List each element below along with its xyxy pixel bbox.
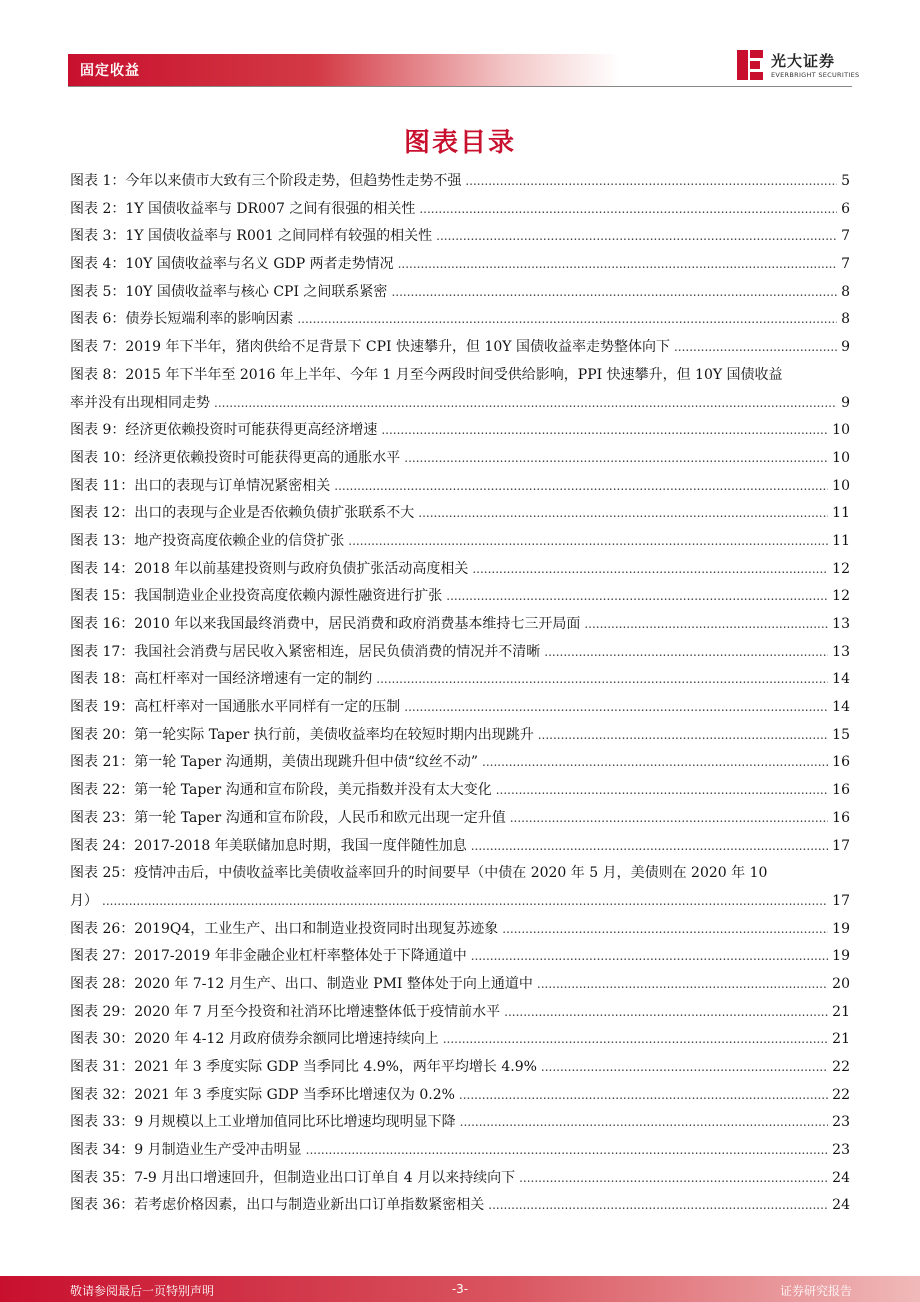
toc-entry[interactable] — [70, 860, 850, 915]
toc-entry-page: 23 — [832, 1142, 850, 1159]
page-title: 图表目录 — [403, 128, 516, 158]
section-header-band — [68, 54, 620, 86]
toc-entry-label: 图表 32： — [70, 1086, 135, 1103]
toc-entry-page: 22 — [832, 1086, 850, 1103]
toc-entry-page: 19 — [832, 948, 850, 965]
toc-entry[interactable] — [70, 1082, 850, 1110]
toc-entry-label: 图表 3： — [70, 228, 126, 245]
toc-entry-label: 图表 10： — [70, 449, 135, 466]
toc-entry-text: 债券长短端利率的影响因素 — [125, 311, 294, 328]
brand-name-cn: 光大证券 — [771, 52, 836, 70]
toc-entry-text: 第一轮 Taper 沟通和宣布阶段，美元指数并没有太大变化 — [134, 782, 492, 799]
toc-entry-text: 9 月规模以上工业增加值同比环比增速均现明显下降 — [134, 1114, 456, 1131]
toc-entry-text: 2020 年 4-12 月政府债券余额同比增速持续向上 — [134, 1031, 439, 1048]
toc-entry[interactable] — [70, 916, 850, 944]
dot-leader — [404, 694, 828, 722]
toc-entry[interactable] — [70, 583, 850, 611]
toc-entry-label: 图表 1： — [70, 173, 126, 189]
toc-entry[interactable] — [70, 1026, 850, 1054]
toc-entry-page: 13 — [832, 616, 850, 633]
dot-leader — [419, 196, 837, 224]
dot-leader — [504, 999, 828, 1027]
dot-leader — [674, 334, 837, 362]
toc-entry-text: 2015 年下半年至 2016 年上半年、今年 1 月至今两段时间受供给影响，PPI 快速攀升，但 10Y 国债收益 — [125, 366, 783, 383]
toc-entry-text: 2010 年以来我国最终消费中，居民消费和政府消费基本维持七三开局面 — [134, 616, 581, 633]
toc-entry-title — [70, 1192, 484, 1220]
toc-entry[interactable] — [70, 639, 850, 667]
toc-entry-text: 2019Q4，工业生产、出口和制造业投资同时出现复苏迹象 — [134, 920, 499, 937]
dot-leader — [510, 805, 828, 833]
toc-entry-page: 16 — [832, 782, 850, 799]
toc-entry-text: 出口的表现与企业是否依赖负债扩张联系不大 — [134, 505, 415, 522]
toc-entry-text: 高杠杆率对一国通胀水平同样有一定的压制 — [134, 699, 401, 716]
toc-entry[interactable] — [70, 666, 850, 694]
toc-entry-page: 16 — [832, 754, 850, 771]
footer-report-type: 证券研究报告 — [779, 1284, 852, 1298]
toc-entry[interactable] — [70, 223, 850, 251]
toc-entry-title — [70, 168, 461, 196]
toc-entry-label: 图表 24： — [70, 837, 135, 854]
toc-entry-title — [70, 1026, 439, 1054]
toc-entry-page: 12 — [832, 588, 850, 605]
header-divider — [68, 86, 852, 87]
toc-entry-label: 图表 34： — [70, 1142, 135, 1159]
toc-entry-label: 图表 14： — [70, 560, 135, 577]
toc-entry-title — [70, 1082, 455, 1110]
dot-leader — [334, 473, 828, 501]
toc-entry-text: 高杠杆率对一国经济增速有一定的制约 — [134, 671, 373, 688]
toc-entry[interactable] — [70, 556, 850, 584]
toc-entry-title — [70, 1054, 537, 1082]
toc-entry-title — [70, 639, 540, 667]
toc-entry-page: 11 — [832, 532, 850, 549]
toc-entry-title — [70, 777, 492, 805]
toc-entry-title — [70, 1137, 302, 1165]
toc-entry-page: 17 — [832, 892, 850, 909]
toc-entry-title-line1 — [70, 860, 850, 888]
toc-entry-page: 22 — [832, 1059, 850, 1076]
toc-entry-label: 图表 26： — [70, 920, 135, 937]
dot-leader — [306, 1137, 829, 1165]
toc-entry-page: 10 — [832, 477, 850, 494]
toc-entry-label: 图表 20： — [70, 726, 135, 743]
toc-entry-label: 图表 16： — [70, 616, 135, 633]
dot-leader — [541, 1054, 828, 1082]
toc-entry-label: 图表 25： — [70, 865, 135, 882]
dot-leader — [460, 1109, 829, 1137]
brand-name-en: EVERBRIGHT SECURITIES — [771, 71, 860, 79]
toc-entry-label: 图表 21： — [70, 754, 135, 771]
toc-entry[interactable] — [70, 445, 850, 473]
toc-entry-page: 19 — [832, 920, 850, 937]
toc-entry[interactable] — [70, 722, 850, 750]
toc-entry-page: 20 — [832, 975, 850, 992]
toc-entry[interactable] — [70, 943, 850, 971]
toc-entry-text: 1Y 国债收益率与 DR007 之间有很强的相关性 — [125, 200, 416, 217]
toc-entry-title — [70, 971, 533, 999]
toc-entry-page: 9 — [841, 394, 850, 411]
dot-leader — [519, 1165, 828, 1193]
toc-entry-label: 图表 15： — [70, 588, 135, 605]
toc-entry-page: 24 — [832, 1197, 850, 1214]
toc-entry-page: 15 — [832, 726, 850, 743]
toc-entry-text: 2020 年 7-12 月生产、出口、制造业 PMI 整体处于向上通道中 — [134, 975, 533, 992]
toc-entry[interactable] — [70, 777, 850, 805]
toc-entry[interactable] — [70, 473, 850, 501]
toc-entry[interactable] — [70, 279, 850, 307]
dot-leader — [391, 279, 837, 307]
toc-entry[interactable] — [70, 971, 850, 999]
dot-leader — [297, 306, 837, 334]
toc-entry-title — [70, 583, 442, 611]
toc-entry-page: 10 — [832, 449, 850, 466]
footer-page-number: -3- — [451, 1282, 469, 1296]
toc-entry-text: 7-9 月出口增速回升，但制造业出口订单自 4 月以来持续向下 — [134, 1169, 516, 1186]
toc-entry-title — [70, 611, 580, 639]
toc-entry[interactable] — [70, 1165, 850, 1193]
toc-entry-text: 地产投资高度依赖企业的信贷扩张 — [134, 532, 345, 549]
toc-entry-label: 图表 28： — [70, 975, 135, 992]
toc-entry-text: 第一轮 Taper 沟通和宣布阶段，人民币和欧元出现一定升值 — [134, 809, 506, 826]
toc-entry-page: 14 — [832, 671, 850, 688]
toc-entry[interactable] — [70, 1054, 850, 1082]
dot-leader — [471, 833, 828, 861]
toc-entry-text-continued: 月） — [70, 892, 98, 909]
toc-entry[interactable] — [70, 694, 850, 722]
toc-entry-title — [70, 1165, 515, 1193]
toc-entry-label: 图表 6： — [70, 311, 126, 328]
toc-entry-text: 2020 年 7 月至今投资和社消环比增速整体低于疫情前水平 — [134, 1003, 501, 1020]
toc-entry-title — [70, 528, 344, 556]
dot-leader — [381, 417, 828, 445]
dot-leader — [398, 251, 837, 279]
toc-entry-page: 10 — [832, 422, 850, 439]
toc-entry-title — [70, 223, 432, 251]
toc-entry-title — [70, 251, 394, 279]
toc-entry-title — [70, 196, 415, 224]
toc-entry-title — [70, 805, 506, 833]
toc-entry-text-continued: 率并没有出现相同走势 — [70, 394, 210, 411]
toc-entry-text: 出口的表现与订单情况紧密相关 — [134, 477, 331, 494]
toc-entry-title — [70, 279, 387, 307]
toc-entry[interactable] — [70, 362, 850, 417]
toc-entry-label: 图表 9： — [70, 422, 126, 439]
toc-entry[interactable] — [70, 805, 850, 833]
toc-entry-title — [70, 722, 534, 750]
toc-entry-title — [70, 306, 293, 334]
toc-entry-title-line1 — [70, 362, 850, 390]
dot-leader — [465, 168, 837, 196]
toc-entry[interactable] — [70, 417, 850, 445]
toc-entry-text: 9 月制造业生产受冲击明显 — [134, 1142, 302, 1159]
toc-entry-title — [70, 500, 414, 528]
footer-disclaimer: 敬请参阅最后一页特别声明 — [70, 1284, 215, 1298]
toc-entry-text: 经济更依赖投资时可能获得更高经济增速 — [125, 422, 378, 439]
toc-entry-label: 图表 30： — [70, 1031, 135, 1048]
toc-entry-label: 图表 17： — [70, 643, 135, 660]
toc-entry-page: 14 — [832, 699, 850, 716]
toc-entry[interactable] — [70, 1109, 850, 1137]
toc-entry-text: 1Y 国债收益率与 R001 之间同样有较强的相关性 — [125, 228, 433, 245]
toc-entry-page: 9 — [841, 339, 850, 356]
toc-entry-text: 2019 年下半年，猪肉供给不足背景下 CPI 快速攀升，但 10Y 国债收益率走势整体向下 — [125, 339, 670, 356]
dot-leader — [446, 583, 828, 611]
toc-entry-title — [70, 334, 670, 362]
toc-entry-text: 10Y 国债收益率与核心 CPI 之间联系紧密 — [125, 283, 388, 300]
toc-entry-label: 图表 35： — [70, 1169, 135, 1186]
toc-entry-page: 8 — [841, 311, 850, 328]
toc-entry-title — [70, 694, 400, 722]
dot-leader — [102, 888, 828, 916]
toc-entry-title — [70, 417, 377, 445]
dot-leader — [544, 639, 828, 667]
toc-entry-title — [70, 916, 498, 944]
toc-entry-page: 12 — [832, 560, 850, 577]
toc-entry-page: 6 — [841, 200, 850, 217]
toc-entry-title — [70, 473, 330, 501]
dot-leader — [348, 528, 828, 556]
toc-entry-text: 2017-2019 年非金融企业杠杆率整体处于下降通道中 — [134, 948, 467, 965]
toc-entry-label: 图表 19： — [70, 699, 135, 716]
dot-leader — [584, 611, 828, 639]
toc-entry-text: 今年以来债市大致有三个阶段走势，但趋势性走势不强 — [125, 173, 462, 189]
toc-entry-page: 13 — [832, 643, 850, 660]
toc-entry-text: 2021 年 3 季度实际 GDP 当季环比增速仅为 0.2% — [134, 1086, 455, 1103]
dot-leader — [376, 666, 828, 694]
dot-leader — [502, 916, 828, 944]
toc-entry-title — [70, 1109, 456, 1137]
toc-entry-label: 图表 27： — [70, 948, 135, 965]
toc-entry-page: 17 — [832, 837, 850, 854]
dot-leader — [496, 777, 828, 805]
dot-leader — [214, 390, 837, 418]
toc-entry-page: 23 — [832, 1114, 850, 1131]
toc-entry-text: 经济更依赖投资时可能获得更高的通胀水平 — [134, 449, 401, 466]
dot-leader — [488, 1192, 828, 1220]
toc-entry-page: 7 — [841, 256, 850, 273]
toc-entry-label: 图表 29： — [70, 1003, 135, 1020]
toc-entry-title — [70, 666, 372, 694]
toc-entry-page: 7 — [841, 228, 850, 245]
toc-entry-page: 5 — [841, 173, 850, 189]
toc-entry-page: 16 — [832, 809, 850, 826]
toc-entry[interactable] — [70, 168, 850, 196]
toc-entry-label: 图表 8： — [70, 366, 126, 383]
everbright-logo-icon — [735, 48, 765, 82]
toc-entry-page: 24 — [832, 1169, 850, 1186]
toc-entry-text: 若考虑价格因素，出口与制造业新出口订单指数紧密相关 — [134, 1197, 485, 1214]
toc-entry[interactable] — [70, 500, 850, 528]
toc-entry-label: 图表 13： — [70, 532, 135, 549]
toc-entry-text: 第一轮 Taper 沟通期，美债出现跳升但中债“纹丝不动” — [134, 754, 479, 771]
toc-entry-label: 图表 5： — [70, 283, 126, 300]
dot-leader — [472, 556, 828, 584]
toc-entry-label: 图表 31： — [70, 1059, 135, 1076]
toc-entry-label: 图表 12： — [70, 505, 135, 522]
toc-entry-label: 图表 7： — [70, 339, 126, 356]
toc-entry-title — [70, 556, 468, 584]
toc-entry[interactable] — [70, 833, 850, 861]
toc-entry[interactable] — [70, 251, 850, 279]
toc-entry-title — [70, 943, 467, 971]
dot-leader — [436, 223, 837, 251]
toc-entry-label: 图表 4： — [70, 256, 126, 273]
toc-entry[interactable] — [70, 1192, 850, 1220]
toc-entry-label: 图表 33： — [70, 1114, 135, 1131]
dot-leader — [537, 971, 828, 999]
dot-leader — [443, 1026, 828, 1054]
dot-leader — [404, 445, 828, 473]
toc-entry-page: 21 — [832, 1003, 850, 1020]
toc-entry-title — [70, 749, 478, 777]
toc-entry-title — [70, 833, 467, 861]
dot-leader — [471, 943, 828, 971]
toc-entry-page: 8 — [841, 283, 850, 300]
dot-leader — [459, 1082, 828, 1110]
dot-leader — [482, 749, 828, 777]
toc-entry-text: 10Y 国债收益率与名义 GDP 两者走势情况 — [125, 256, 394, 273]
toc-entry[interactable] — [70, 749, 850, 777]
toc-entry-page: 21 — [832, 1031, 850, 1048]
toc-entry-title — [70, 999, 500, 1027]
toc-entry-label: 图表 23： — [70, 809, 135, 826]
toc-entry-label: 图表 36： — [70, 1197, 135, 1214]
toc-entry[interactable] — [70, 334, 850, 362]
toc-entry-label: 图表 22： — [70, 782, 135, 799]
toc-entry-text: 疫情冲击后，中债收益率比美债收益率回升的时间要早（中债在 2020 年 5 月，美债则在 2020 年 10 — [134, 865, 768, 882]
toc-entry[interactable] — [70, 196, 850, 224]
section-label: 固定收益 — [80, 63, 140, 79]
toc-entry-text: 我国社会消费与居民收入紧密相连，居民负债消费的情况并不清晰 — [134, 643, 541, 660]
toc-entry-text: 2021 年 3 季度实际 GDP 当季同比 4.9%，两年平均增长 4.9% — [134, 1059, 537, 1076]
toc-entry-text: 2017-2018 年美联储加息时期，我国一度伴随性加息 — [134, 837, 467, 854]
toc-entry-title — [70, 445, 400, 473]
toc-entry[interactable] — [70, 611, 850, 639]
dot-leader — [418, 500, 828, 528]
toc-entry-text: 第一轮实际 Taper 执行前，美债收益率均在较短时期内出现跳升 — [134, 726, 534, 743]
toc-entry-page: 11 — [832, 505, 850, 522]
table-of-figures — [70, 168, 850, 1220]
toc-entry-label: 图表 18： — [70, 671, 135, 688]
brand-logo — [735, 48, 860, 84]
toc-entry[interactable] — [70, 306, 850, 334]
dot-leader — [538, 722, 828, 750]
toc-entry[interactable] — [70, 1137, 850, 1165]
toc-entry-text: 我国制造业企业投资高度依赖内源性融资进行扩张 — [134, 588, 443, 605]
toc-entry-label: 图表 11： — [70, 477, 135, 494]
toc-entry[interactable] — [70, 528, 850, 556]
toc-entry-label: 图表 2： — [70, 200, 126, 217]
toc-entry-text: 2018 年以前基建投资则与政府负债扩张活动高度相关 — [134, 560, 469, 577]
toc-entry[interactable] — [70, 999, 850, 1027]
